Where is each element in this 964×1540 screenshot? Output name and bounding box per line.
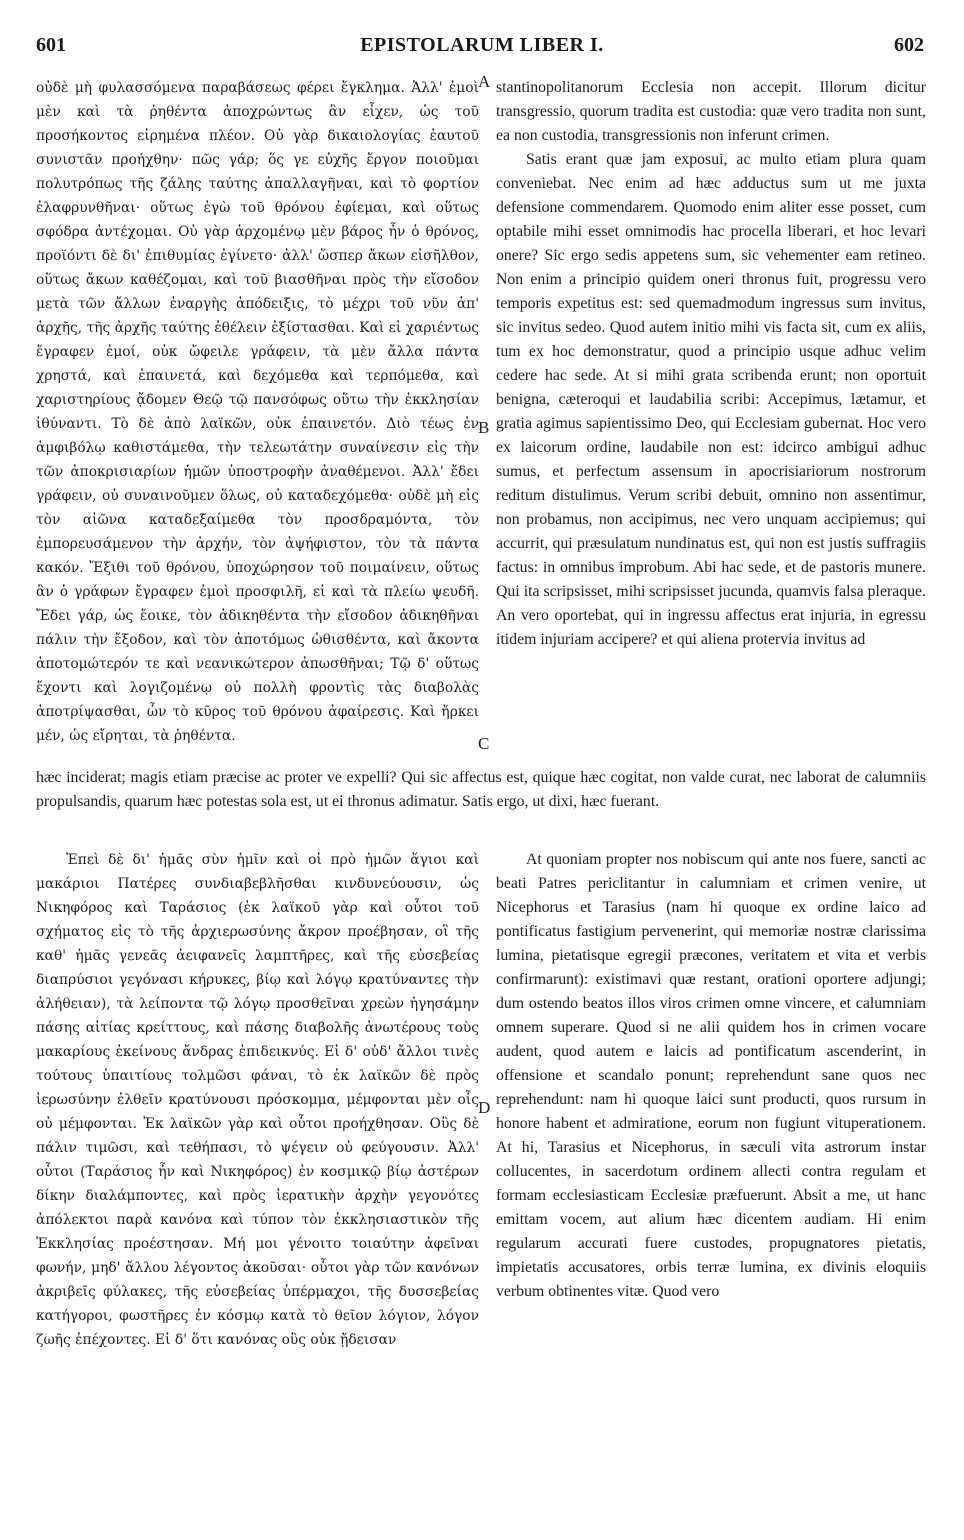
margin-marker-d: D bbox=[478, 1098, 491, 1117]
greek-column-top bbox=[36, 76, 479, 766]
page-number-left: 601 bbox=[36, 34, 66, 56]
greek-column-bottom bbox=[36, 848, 479, 1538]
latin-column-bottom bbox=[496, 848, 926, 1538]
greek-text-top: οὐδὲ μὴ φυλασσόμενα παραβάσεως φέρει ἔγκλημα. Ἀλλ' ἐμοὶ μὲν καὶ τὰ ῥηθέντα ἀποχρώντως ἂν εἶχεν, ὡς τοῦ προσήκοντος εἰρημένα πλέον. Οὐ γὰρ δικαιολογίας ἑαυτοῦ συνιστᾶν προήχθην· πῶς γάρ; ὅς γε εὐχῆς ἔργον ποιοῦμαι πολυτρόπως τῆς ζάλης ταύτης ἀπαλλαγῆναι, καὶ τὸ φορτίον ἐλαφρυνθῆναι· οὕτως ἐγὼ τοῦ θρόνου ἐφίεμαι, καὶ οὕτως σφόδρα ἀντέχομαι. Οὐ γὰρ ἀρχομένῳ μὲν βάρος ἦν ὁ θρόνος, προϊόντι δὲ δι' ἐπιθυμίας ἐγίνετο· ἀλλ' ὥσπερ ἄκων εἰσῆλθον, οὕτως ἄκων καθέζομαι, καὶ τοῦ βιασθῆναι πρὸς τὴν εἴσοδον μετὰ τῶν ἄλλων ἐναργὴς ἀπόδειξις, τὸ μέχρι τοῦ νῦν ἀπ' ἀρχῆς, τῆς ἀρχῆς ταύτης ἐθέλειν ἐξίστασθαι. Καὶ εἰ χαριέντως ἔγραφεν ἐμοί, οὐκ ὤφειλε γράφειν, τὰ μὲν ἄλλα πάντα χρηστά, καὶ ἐπαινετά, καὶ δεχόμεθα καὶ τερπόμεθα, καὶ χαριστηρίους ᾄδομεν Θεῷ τῷ πανσόφως οὕτω τὴν ἐκκλησίαν ἰθύναντι. Τὸ δὲ ἀπὸ λαϊκῶν, οὐκ ἐπαινετόν. Διὸ τέως ἐν ἀμφιβόλῳ καθιστάμεθα, τὴν τελεωτάτην συναίνεσιν εἰς τὴν τῶν ἀποκρισιαρίων ἡμῶν ὑποστροφὴν ἀναθέμενοι. Ἀλλ' ἔδει γράφειν, οὐ συναινοῦμεν ὅλως, οὐ καταδεχόμεθα· οὐδὲ μὴ εἰς τὸν αἰῶνα καταδεξαίμεθα τὸν προσδραμόντα, τὸν ἐμπορευσάμενον τὴν ἀρχήν, τὸν ἀψήφιστον, τὸν τὰ πάντα κακόν. Ἔξιθι τοῦ θρόνου, ὑποχώρησον τοῦ ποιμαίνειν, οὕτως ἂν ὁ γράφων ἔγραφεν ἐμοὶ προσφιλῆ, εἰ καὶ τὰ πλείω ψευδῆ. Ἔδει γάρ, ὡς ἔοικε, τὸν ἀδικηθέντα τὴν εἴσοδον ἀδικηθῆναι πάλιν τὴν ἔξοδον, καὶ τὸν ἀποτόμως ὠθισθέντα, καὶ ἄκοντα ἀποτομώτερόν τε καὶ νεανικώτερον ἀπωσθῆναι; Τῷ δ' οὕτως ἔχοντι καὶ λογιζομένῳ οὐ πολλὴ φροντὶς τὰς διαβολὰς ἀποτρίψασθαι, ὧν τὸ κῦρος τοῦ θρόνου ἀφαίρεσις. Καὶ ἤρκει μέν, ὡς εἴρηται, τὰ ῥηθέντα. bbox=[36, 80, 479, 744]
latin-text-bottom: At quoniam propter nos nobiscum qui ante nos fuere, sancti ac beati Patres periclitantur in calumniam et crimen venire, ut Nicephorus et Tarasius (nam hi quoque ex ordine laico ad pontificatus fastigium pervenerint, qui memoriæ nostræ clarissima lumina, pietatisque egregii præcones, veritatem et vita et verbis confirmarunt): existimavi quæ restant, orationi oportere adjungi; dum ostendo beatos illos viros crimen omne vincere, et calumniam omnem superare. Quod si ne alii quidem hos in crimen vocare audent, quod autem e laicis ad pontificatum ascenderint, in offensione et scandalo ponunt; reprehendunt sane quos nec reprehendunt: nam hi quoque laici sunt producti, quos rursum in honore habent et admiratione, eorum non fugiunt vituperationem. At hi, Tarasius et Nicephorus, in sæculi vita astrorum instar collucentes, in sacerdotum ordinem allecti contra regulam et formam ecclesiasticam Ecclesiæ præfuerunt. Absit a me, ut hanc emittam vocem, aut alium hæc dicentem audiam. Hi enim regularum accurati fuere custodes, propugnatores pietatis, impietatis accusatores, orbis terræ lumina, ex divinis eloquiis verbum obtinentes vitæ. Quod vero bbox=[496, 851, 926, 1300]
greek-text-bottom: Ἐπεὶ δὲ δι' ἡμᾶς σὺν ἡμῖν καὶ οἱ πρὸ ἡμῶν ἅγιοι καὶ μακάριοι Πατέρες συνδιαβεβλῆσθαι κινδυνεύουσιν, ὡς Νικηφόρος καὶ Ταράσιος (ἐκ λαϊκοῦ γὰρ καὶ οὗτοι τοῦ σχήματος εἰς τὸ τῆς ἀρχιερωσύνης ἄκρον προέβησαν, οἳ τῆς καθ' ἡμᾶς γενεᾶς ἀειφανεῖς λαμπτῆρες, καὶ τῆς εὐσεβείας διαπρύσιοι γεγόνασι κήρυκες, βίῳ καὶ λόγῳ κρατύναντες τὴν ἀλήθειαν), τὰ λείποντα τῷ λόγῳ προσθεῖναι χρεὼν ἡγησάμην πάσης αἰτίας κρείττους, καὶ πάσης διαβολῆς ἀνωτέρους τοὺς μακαρίους ἐκείνους ἄνδρας ἐπιδεικνύς. Εἰ δ' οὐδ' ἄλλοι τινὲς τούτους ὑπαιτίους τολμῶσι φάναι, τὸ ἐκ λαϊκῶν δὲ πρὸς ἱερωσύνην ἐλθεῖν κρατύνουσι πρόσκομμα, μέμφονται μὲν οἷς οὐ μέμφονται. Ἐκ λαϊκῶν γὰρ καὶ οὗτοι προήχθησαν. Οὓς δὲ πάλιν τιμῶσι, καὶ τεθήπασι, τὸ ψέγειν οὐ φεύγουσιν. Ἀλλ' οὗτοι (Ταράσιος ἦν καὶ Νικηφόρος) ἐν κοσμικῷ βίῳ ἀστέρων δίκην διαλάμποντες, καὶ πρὸς ἱερατικὴν ἀρχὴν γεγονότες ἀπόλεκτοι παρὰ κανόνα καὶ τύπον τὸν ἐκκλησιαστικὸν τῆς Ἐκκλησίας προέστησαν. Μή μοι γένοιτο τοιαύτην ἀφεῖναι φωνήν, μηδ' ἄλλου λέγοντος ἀκοῦσαι· οὗτοι γὰρ τῶν κανόνων ἀκριβεῖς φύλακες, τῆς εὐσεβείας ὑπέρμαχοι, τῆς δυσσεβείας κατήγοροι, φωστῆρες ἐν κόσμῳ κατὰ τὸ θεῖον λόγιον, λόγον ζωῆς ἐπέχοντες. Εἰ δ' ὅτι κανόνας οὓς οὐκ ᾔδεισαν bbox=[36, 852, 479, 1348]
latin-full-width-paragraph bbox=[36, 766, 926, 838]
latin-column-top bbox=[496, 76, 926, 766]
running-title: EPISTOLARUM LIBER I. bbox=[360, 34, 604, 56]
latin-text-top: stantinopolitanorum Ecclesia non accepit. Illorum dicitur transgressio, quorum tradita est custodia: quæ vero tradita non sunt, ea non custodia, transgressionis non inferunt crimen. bbox=[496, 79, 926, 144]
margin-marker-a: A bbox=[478, 72, 491, 91]
page-number-right: 602 bbox=[894, 34, 924, 56]
latin-text-top-2: Satis erant quæ jam exposui, ac multo etiam plura quam conveniebat. Nec enim ad hæc adductus sum ut me juxta defensione commendarem. Quomodo enim aliter esse posset, cum optabile mihi esset omnimodis hac procella liberari, et hoc levari onere? Sic ergo sedis appetens sum, sic vehementer eam retineo. Non enim a principio quidem oneri thronus fuit, progressu vero temporis expetitus est: sed quemadmodum ingressus sum invitus, sic invitus sedeo. Quod autem initio mihi vis facta sit, cum ex aliis, tum ex hoc demonstratur, quod a principio usque adhuc velim cedere hac sede. At si mihi grata scribenda erunt; non oportuit benigna, cæteroqui et laudabilia scribi: Accepimus, lætamur, et gratia agimus sapientissimo Deo, qui Ecclesiam gubernat. Hoc vero ex laicorum ordine, laudabile non est: idcirco ambigui adhuc sumus, et perfectum assensum in apocrisiariorum nostrorum reditum distulimus. Verum scribi debuit, omnino non assentimur, non probamus, non accipimus, nec vero unquam accipiemus; qui accurrit, qui præsulatum nundinatus est, qui non est justis suffragiis factus: in omnibus improbum. Abi hac sede, et de pastoris munere. Qui ita scripsisset, mihi scripsisset jucunda, quamvis falsa pleraque. An vero oportebat, qui in ingressu affectus erat injuria, in egressu itidem injuriam accipere? et qui aliena protervia invitus ad bbox=[496, 151, 926, 648]
margin-marker-c: C bbox=[478, 734, 490, 753]
page-header bbox=[0, 0, 964, 58]
latin-text-wide: hæc inciderat; magis etiam præcise ac proter ve expelli? Qui sic affectus est, quique hæc cogitat, non valde curat, nec laborat de calumniis propulsandis, quarum hæc potestas sola est, ut ei thronus adimatur. Satis ergo, ut dixi, hæc fuerant. bbox=[36, 769, 926, 810]
margin-marker-b: B bbox=[478, 418, 490, 437]
